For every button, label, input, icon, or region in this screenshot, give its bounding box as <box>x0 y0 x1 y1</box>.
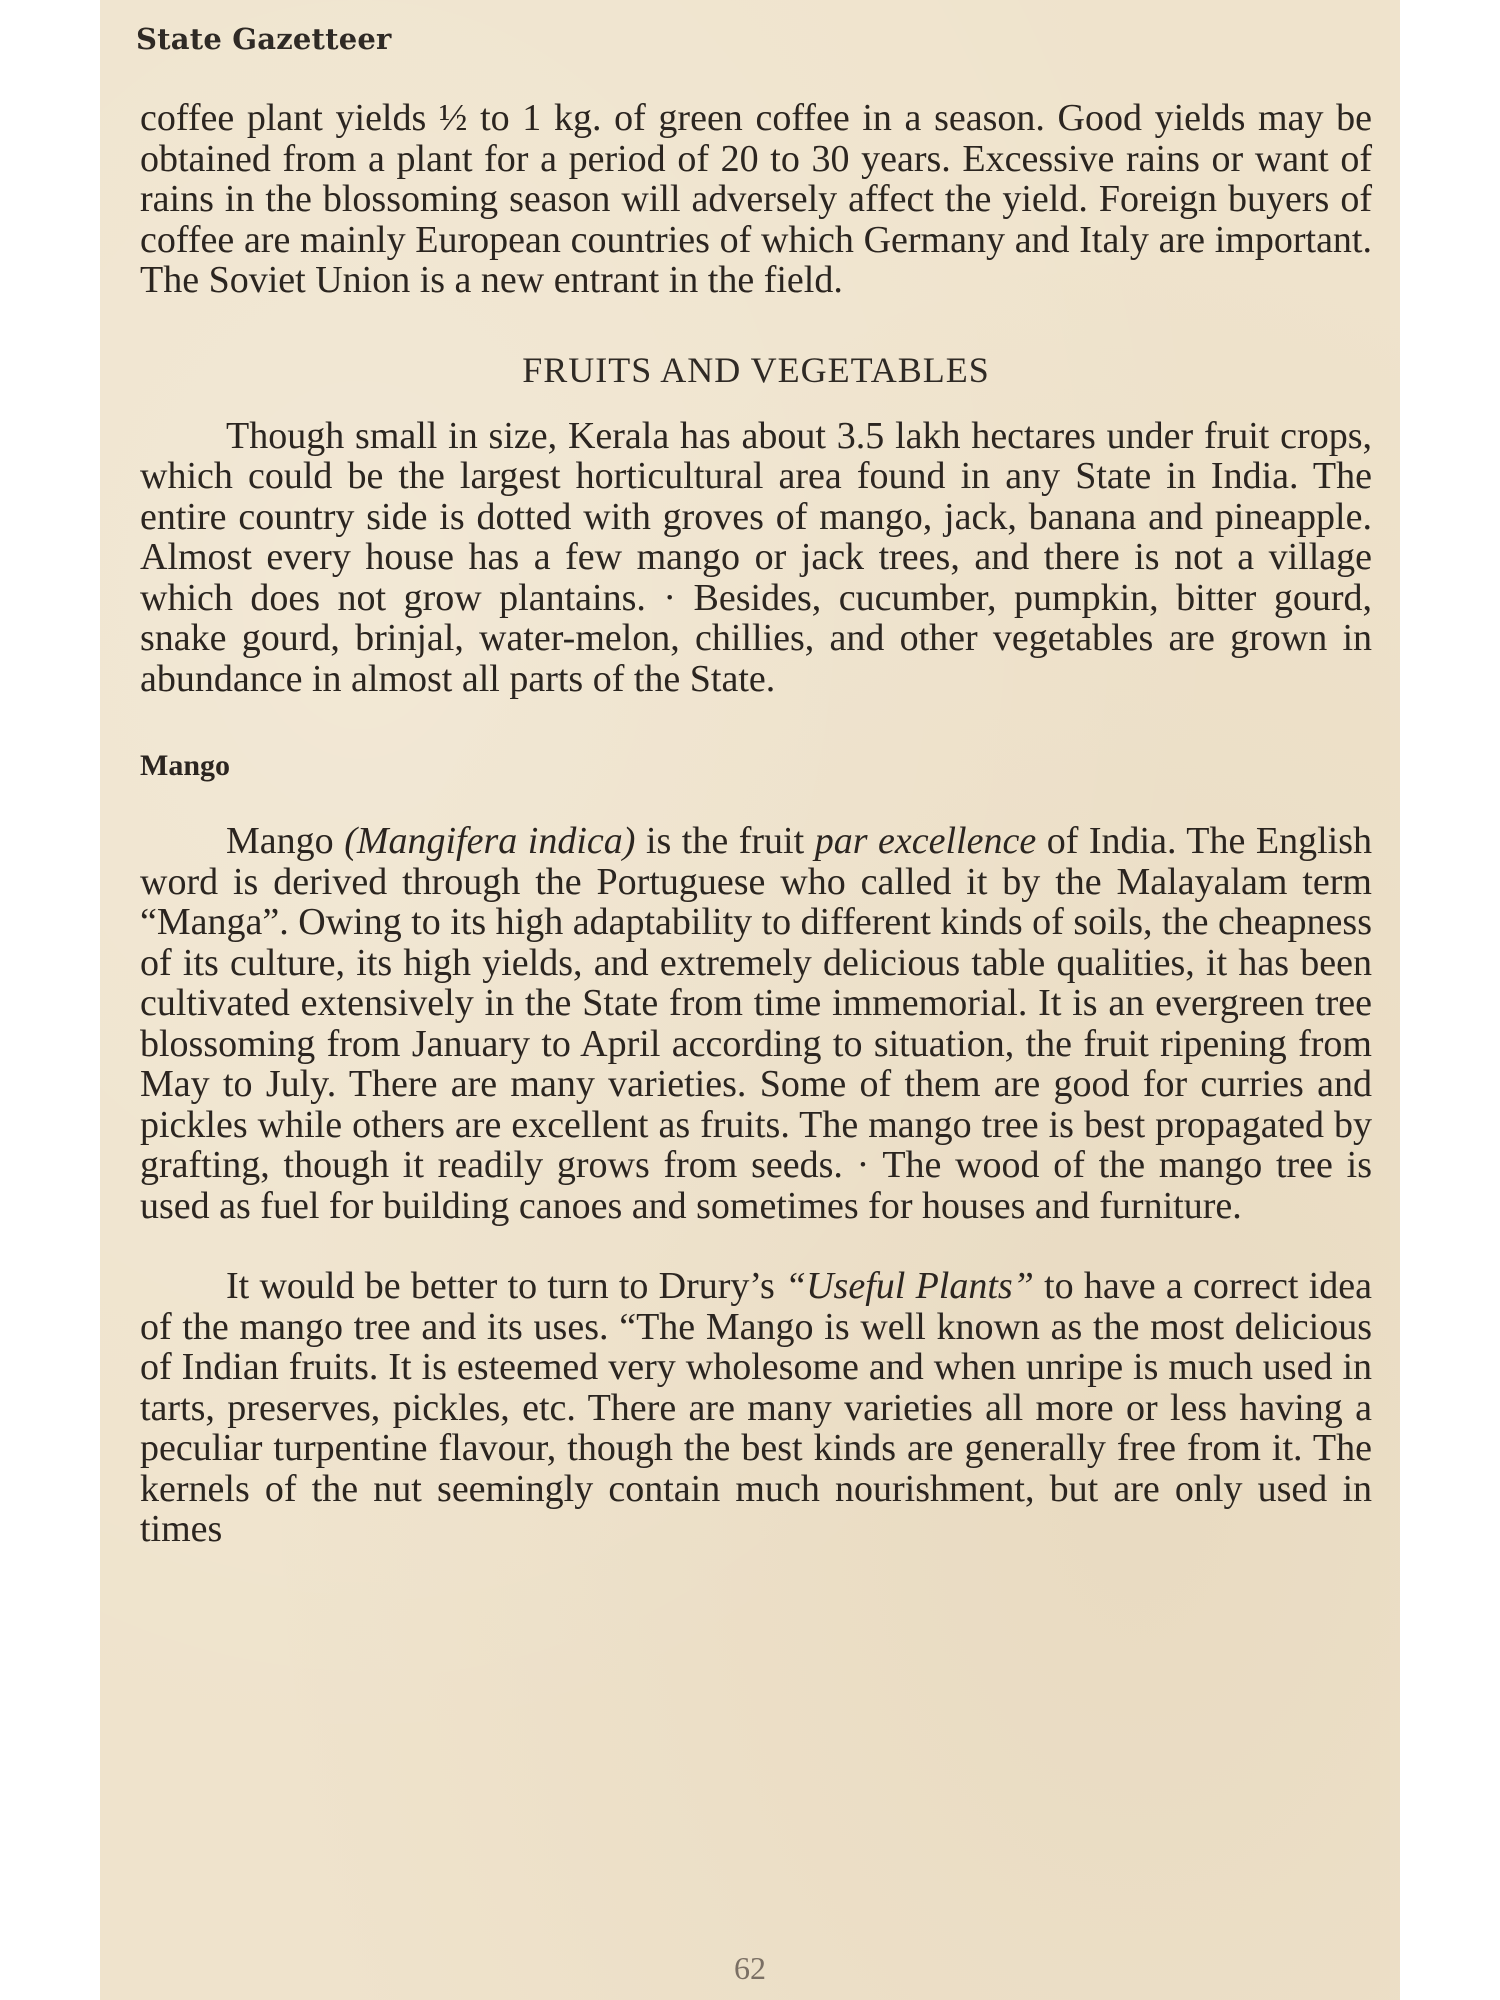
running-head: State Gazetteer <box>136 22 392 56</box>
paragraph-fruits-intro: Though small in size, Kerala has about 3.5 lakh hectares under fruit crops, which could be the largest horticultural area found in any State in India. The entire country side is dotted with groves of mango, jack, banana and pineapple. Almost every house has a few mango or jack trees, and there is not a village which does not grow plantains. · Besides, cucumber, pumpkin, bitter gourd, snake gourd, brinjal, water-melon, chillies, and other vegetables are grown in abundance in almost all parts of the State. <box>140 414 1372 700</box>
mango-latin-name: (Mangifera indica) <box>344 820 636 862</box>
paragraph-mango <box>140 821 1372 1226</box>
section-heading-fruits-vegetables: FRUITS AND VEGETABLES <box>522 349 990 390</box>
page-number: 62 <box>734 1950 766 1986</box>
par-excellence-text: par excellence <box>814 820 1037 862</box>
paragraph-coffee: coffee plant yields ½ to 1 kg. of green coffee in a season. Good yields may be obtained from a plant for a period of 20 to 30 years. Excessive rains or want of rains in the blossoming season will adversely affect the yield. Foreign buyers of coffee are mainly European countries of which Germany and Italy are important. The Soviet Union is a new entrant in the field. <box>140 97 1372 301</box>
drury-text-end: to have a correct idea of the mango tree and its uses. “The Mango is well known as the most delicious of Indian fruits. It is esteemed very wholesome and when unripe is much used in tarts, preserves, pickles, etc. There are many varieties all more or less having a peculiar turpentine flavour, though the best kinds are generally free from it. The kernels of the nut seemingly contain much nourishment, but are only used in times <box>140 1265 1372 1550</box>
book-page <box>100 0 1400 2000</box>
mango-text-end: of India. The English word is derived through the Portuguese who called it by the Malayalam term “Manga”. Owing to its high adaptability to different kinds of soils, the cheapness of its culture, its high yields, and extremely delicious table qualities, it has been cultivated extensively in the State from time immemorial. It is an evergreen tree blossoming from January to April according to situation, the fruit ripening from May to July. There are many varieties. Some of them are good for curries and pickles while others are excellent as fruits. The mango tree is best propagated by grafting, though it readily grows from seeds. · The wood of the mango tree is used as fuel for building canoes and sometimes for houses and furniture. <box>140 820 1373 1227</box>
page-content <box>140 98 1372 1550</box>
paragraph-drury <box>140 1266 1372 1550</box>
drury-text-start: It would be better to turn to Drury’s <box>226 1265 785 1307</box>
useful-plants-title: “Useful Plants” <box>784 1265 1034 1307</box>
mango-text-mid: is the fruit <box>635 820 815 862</box>
subheading-mango: Mango <box>140 749 230 782</box>
mango-text-start: Mango <box>226 820 345 862</box>
